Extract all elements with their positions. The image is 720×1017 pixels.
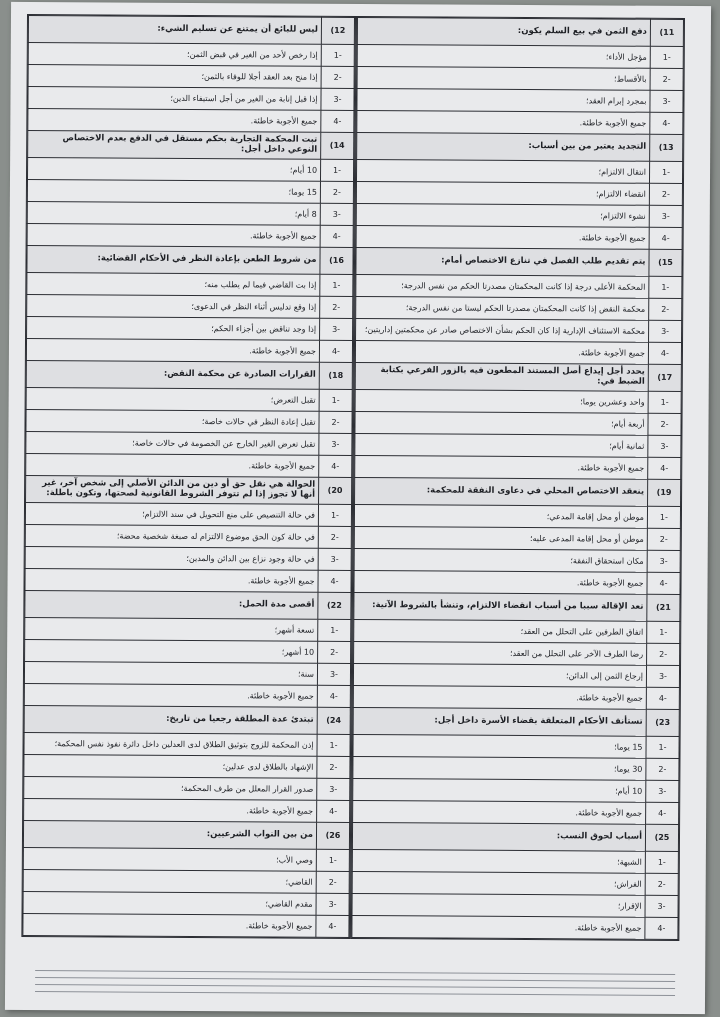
option-row[interactable] [24,754,350,778]
option-row[interactable] [28,86,354,110]
question-text: التجديد يعتبر من بين أسباب: [357,132,650,161]
option-row[interactable] [28,64,354,88]
option-number: -2 [649,183,682,205]
option-row[interactable] [25,617,351,641]
option-number: -1 [647,506,680,528]
option-number: -3 [646,780,679,802]
option-row[interactable] [28,42,354,66]
question-row [357,132,683,161]
question-number: 21) [647,594,680,621]
option-row[interactable] [353,734,679,758]
option-row[interactable] [353,685,679,709]
option-text: 10 أيام؛ [28,157,321,181]
option-text: إرجاع الثمن إلى الدائن؛ [353,663,646,687]
option-text: 15 يوما؛ [353,734,646,758]
option-text: الشبهة؛ [352,849,645,873]
option-text: واحد وعشرين يوما؛ [355,389,648,413]
option-text: بمجرد إبرام العقد؛ [357,88,650,112]
option-text: تقبل تعرض الغير الخارج عن الخصومة في حالات خاصة؛ [26,431,319,455]
option-number: -1 [646,736,679,758]
option-number: -1 [317,734,350,756]
option-text: 10 أشهر؛ [25,639,318,663]
option-text: 10 أيام؛ [353,778,646,802]
option-row[interactable] [26,409,352,433]
option-text: الإقرار؛ [352,893,645,917]
right-column [350,16,685,941]
option-number: -3 [649,320,682,342]
question-number: 11) [650,19,683,46]
option-row[interactable] [24,661,350,685]
question-text: تستأنف الأحكام المتعلقة بقضاء الأسرة داخل أجل: [353,707,646,736]
option-number: -4 [316,915,349,937]
option-row[interactable] [356,159,682,183]
question-row [23,820,349,849]
option-number: -1 [318,619,351,641]
option-row[interactable] [25,524,351,548]
option-text: في حالة كون الحق موضوع الالتزام له صبغة شخصية محضة؛ [25,524,318,548]
option-text: إذا وجد تناقض بين أجزاء الحكم؛ [27,316,320,340]
question-row [26,475,352,504]
option-number: -1 [320,159,353,181]
question-number: 24) [317,707,350,734]
option-text: 15 يوما؛ [27,179,320,203]
question-number: 19) [648,479,681,506]
right-table [351,17,684,940]
option-row[interactable] [357,44,683,68]
option-text: جميع الأجوبة خاطئة. [26,338,319,362]
option-text: صدور القرار المعلل من طرف المحكمة؛ [24,776,317,800]
question-number: 12) [321,17,354,44]
option-number: -3 [645,895,678,917]
option-number: -3 [649,205,682,227]
option-row[interactable] [352,915,678,939]
option-text: إذن المحكمة للزوج بتوثيق الطلاق لدى العدلين داخل دائرة نفوذ نفس المحكمة؛ [24,732,317,756]
option-number: -1 [649,161,682,183]
option-number: -2 [645,873,678,895]
option-number: -3 [316,893,349,915]
option-text: جميع الأجوبة خاطئة. [356,225,649,249]
option-number: -1 [320,274,353,296]
option-row[interactable] [356,225,682,249]
question-row [356,247,682,276]
option-row[interactable] [357,88,683,112]
option-number: -1 [649,276,682,298]
option-number: -4 [321,110,354,132]
option-number: -3 [321,88,354,110]
option-text: إذا بت القاضي فيما لم يطلب منه؛ [27,272,320,296]
option-row[interactable] [25,502,351,526]
question-row [353,707,679,736]
left-table [22,15,355,938]
option-text: جميع الأجوبة خاطئة. [25,568,318,592]
option-text: جميع الأجوبة خاطئة. [355,455,648,479]
option-number: -4 [647,572,680,594]
option-row[interactable] [353,663,679,687]
option-text: جميع الأجوبة خاطئة. [26,453,319,477]
option-number: -4 [320,225,353,247]
option-number: -2 [320,296,353,318]
option-row[interactable] [355,455,681,479]
option-text: وصي الأب؛ [23,847,316,871]
question-text: ليس للبائع أن يمتنع عن تسليم الشيء: [28,15,321,44]
option-number: -3 [646,665,679,687]
option-text: مؤجل الأداء؛ [357,44,650,68]
option-number: -2 [319,411,352,433]
option-number: -3 [320,318,353,340]
question-text: يتم تقديم طلب الفصل في تنازع الاختصاص أمام: [356,247,649,276]
option-text: مكان استحقاق النفقة؛ [354,548,647,572]
question-row [25,590,351,619]
option-text: المحكمة الأعلى درجة إذا كانت المحكمتان مصدرتا الحكم من نفس الدرجة؛ [356,274,649,298]
option-row[interactable] [354,570,680,594]
option-text: مقدم القاضي؛ [23,891,316,915]
option-text: الإشهاد بالطلاق لدى عدلين؛ [24,754,317,778]
option-text: جميع الأجوبة خاطئة. [28,108,321,132]
option-number: -4 [648,342,681,364]
option-number: -2 [648,413,681,435]
option-row[interactable] [26,453,352,477]
option-row[interactable] [24,683,350,707]
option-text: تسعة أشهر؛ [25,617,318,641]
option-number: -1 [650,46,683,68]
question-text: تبت المحكمة التجارية بحكم مستقل في الدفع بعدم الاختصاص النوعي داخل أجل: [28,130,321,159]
option-row[interactable] [354,504,680,528]
option-text: جميع الأجوبة خاطئة. [355,340,648,364]
option-number: -3 [317,778,350,800]
option-number: -4 [319,340,352,362]
option-row[interactable] [354,548,680,572]
option-text: 8 أيام؛ [27,201,320,225]
option-text: جميع الأجوبة خاطئة. [24,683,317,707]
option-row[interactable] [27,294,353,318]
option-text: جميع الأجوبة خاطئة. [354,570,647,594]
option-row[interactable] [27,179,353,203]
option-number: -4 [648,457,681,479]
option-text: انتقال الالتزام؛ [356,159,649,183]
option-number: -4 [646,802,679,824]
option-number: -4 [649,227,682,249]
option-row[interactable] [23,913,349,937]
question-text: أقصى مدة الحمل: [25,590,318,619]
option-row[interactable] [23,891,349,915]
option-text: نشوء الالتزام؛ [356,203,649,227]
option-row[interactable] [27,223,353,247]
option-number: -2 [318,641,351,663]
option-row[interactable] [27,201,353,225]
option-text: موطن أو محل إقامة المدعي؛ [354,504,647,528]
option-text: جميع الأجوبة خاطئة. [24,798,317,822]
option-row[interactable] [25,546,351,570]
option-text: اتفاق الطرفين على التحلل من العقد؛ [354,619,647,643]
option-row[interactable] [23,847,349,871]
option-text: تقبل إعادة النظر في حالات خاصة؛ [26,409,319,433]
option-text: في حالة وجود نزاع بين الدائن والمدين؛ [25,546,318,570]
question-text: القرارات الصادرة عن محكمة النقض: [26,360,319,389]
option-text: سنة؛ [24,661,317,685]
question-row [354,592,680,621]
option-text: جميع الأجوبة خاطئة. [352,915,645,939]
question-number: 16) [320,247,353,274]
option-row[interactable] [356,181,682,205]
question-row [352,822,678,851]
option-text: إذا وقع تدليس أثناء النظر في الدعوى؛ [27,294,320,318]
question-number: 23) [646,709,679,736]
question-number: 25) [645,824,678,851]
option-number: -1 [647,621,680,643]
option-row[interactable] [356,296,682,320]
option-row[interactable] [24,776,350,800]
option-row[interactable] [27,272,353,296]
question-number: 17) [648,364,681,391]
footer-lines [35,964,675,1002]
option-number: -3 [317,663,350,685]
option-row[interactable] [23,869,349,893]
question-row [24,705,350,734]
option-text: تقبل التعرض؛ [26,387,319,411]
option-row[interactable] [354,641,680,665]
question-text: تعد الإقالة سببا من أسباب انقضاء الالتزام، وتنشأ بالشروط الآتية: [354,592,647,621]
option-number: -2 [649,298,682,320]
question-number: 20) [319,477,352,504]
option-number: -1 [645,851,678,873]
option-text: جميع الأجوبة خاطئة. [353,800,646,824]
option-row[interactable] [356,274,682,298]
option-number: -4 [318,570,351,592]
option-row[interactable] [28,157,354,181]
option-text: إذا رخص لأحد من الغير في قبض الثمن؛ [28,42,321,66]
option-row[interactable] [352,893,678,917]
question-text: الحوالة هي نقل حق أو دين من الدائن الأصلي إلى شخص آخر، غير أنها لا تجوز إذا لم تتوفر الشروط القانونية لصحتها، وتكون باطلة: [26,475,319,504]
option-number: -4 [317,800,350,822]
option-row[interactable] [352,871,678,895]
option-number: -2 [646,758,679,780]
option-row[interactable] [356,318,682,342]
option-number: -1 [316,849,349,871]
option-number: -2 [317,756,350,778]
option-text: محكمة الاستئناف الإدارية إذا كان الحكم بشأن الاختصاص صادر عن محكمتين إداريتين؛ [356,318,649,342]
option-number: -4 [317,685,350,707]
option-text: جميع الأجوبة خاطئة. [357,110,650,134]
option-row[interactable] [24,798,350,822]
option-number: -2 [321,66,354,88]
option-text: انقضاء الالتزام؛ [356,181,649,205]
option-row[interactable] [26,431,352,455]
option-row[interactable] [357,110,683,134]
question-text: من شروط الطعن بإعادة النظر في الأحكام القضائية: [27,245,320,274]
option-row[interactable] [26,387,352,411]
option-row[interactable] [355,433,681,457]
option-number: -4 [319,455,352,477]
question-text: دفع الثمن في بيع السلم يكون: [357,17,650,46]
question-text: يحدد أجل إيداع أصل المستند المطعون فيه بالزور الفرعي بكتابة الضبط في: [355,362,648,391]
questions-grid [21,14,685,941]
option-number: -3 [319,433,352,455]
option-text: ثمانية أيام؛ [355,433,648,457]
question-number: 15) [649,249,682,276]
option-number: -3 [318,548,351,570]
option-row[interactable] [355,340,681,364]
option-row[interactable] [355,411,681,435]
question-number: 18) [319,362,352,389]
option-text: جميع الأجوبة خاطئة. [353,685,646,709]
question-row [26,360,352,389]
option-row[interactable] [28,108,354,132]
question-number: 13) [650,134,683,161]
option-row[interactable] [354,526,680,550]
option-row[interactable] [356,203,682,227]
option-number: -2 [650,68,683,90]
option-number: -1 [321,44,354,66]
option-number: -3 [320,203,353,225]
option-text: جميع الأجوبة خاطئة. [23,913,316,937]
option-row[interactable] [353,756,679,780]
option-text: أربعة أيام؛ [355,411,648,435]
option-number: -1 [318,504,351,526]
option-text: جميع الأجوبة خاطئة. [27,223,320,247]
option-text: رضا الطرف الآخر على التحلل من العقد؛ [354,641,647,665]
question-row [27,245,353,274]
option-number: -2 [318,526,351,548]
option-row[interactable] [353,800,679,824]
option-number: -2 [316,871,349,893]
exam-sheet [5,2,711,1014]
option-row[interactable] [353,778,679,802]
option-number: -3 [650,90,683,112]
question-row [355,477,681,506]
question-text: ينعقد الاختصاص المحلي في دعاوى النفقة للمحكمة: [355,477,648,506]
option-row[interactable] [27,316,353,340]
left-column [21,14,356,939]
option-text: في حالة التنصيص على منع التحويل في سند الالتزام؛ [25,502,318,526]
option-row[interactable] [24,732,350,756]
option-text: محكمة النقض إذا كانت المحكمتان مصدرتا الحكم ليستا من نفس الدرجة؛ [356,296,649,320]
option-row[interactable] [25,568,351,592]
option-number: -2 [320,181,353,203]
option-number: -4 [645,917,678,939]
option-number: -4 [646,687,679,709]
option-text: إذا منح بعد العقد أجلا للوفاء بالثمن؛ [28,64,321,88]
question-row [355,362,681,391]
option-row[interactable] [355,389,681,413]
option-number: -3 [647,550,680,572]
question-text: من بين النواب الشرعيين: [23,820,316,849]
option-row[interactable] [354,619,680,643]
option-text: بالأقساط؛ [357,66,650,90]
option-text: الفراش؛ [352,871,645,895]
question-row [28,15,354,44]
option-row[interactable] [26,338,352,362]
question-text: تبتدئ عدة المطلقة رجعيا من تاريخ: [24,705,317,734]
option-text: 30 يوما؛ [353,756,646,780]
option-number: -2 [647,643,680,665]
option-text: القاضي؛ [23,869,316,893]
option-number: -4 [650,112,683,134]
question-number: 22) [318,592,351,619]
option-row[interactable] [352,849,678,873]
question-row [357,17,683,46]
question-text: أسباب لحوق النسب: [352,822,645,851]
option-text: إذا قبل إنابة من الغير من أجل استيفاء الدين؛ [28,86,321,110]
option-row[interactable] [25,639,351,663]
option-number: -2 [647,528,680,550]
option-text: موطن أو محل إقامة المدعى عليه؛ [354,526,647,550]
question-number: 26) [316,822,349,849]
option-number: -3 [648,435,681,457]
question-row [28,130,354,159]
option-number: -1 [648,391,681,413]
option-row[interactable] [357,66,683,90]
option-number: -1 [319,389,352,411]
question-number: 14) [321,132,354,159]
